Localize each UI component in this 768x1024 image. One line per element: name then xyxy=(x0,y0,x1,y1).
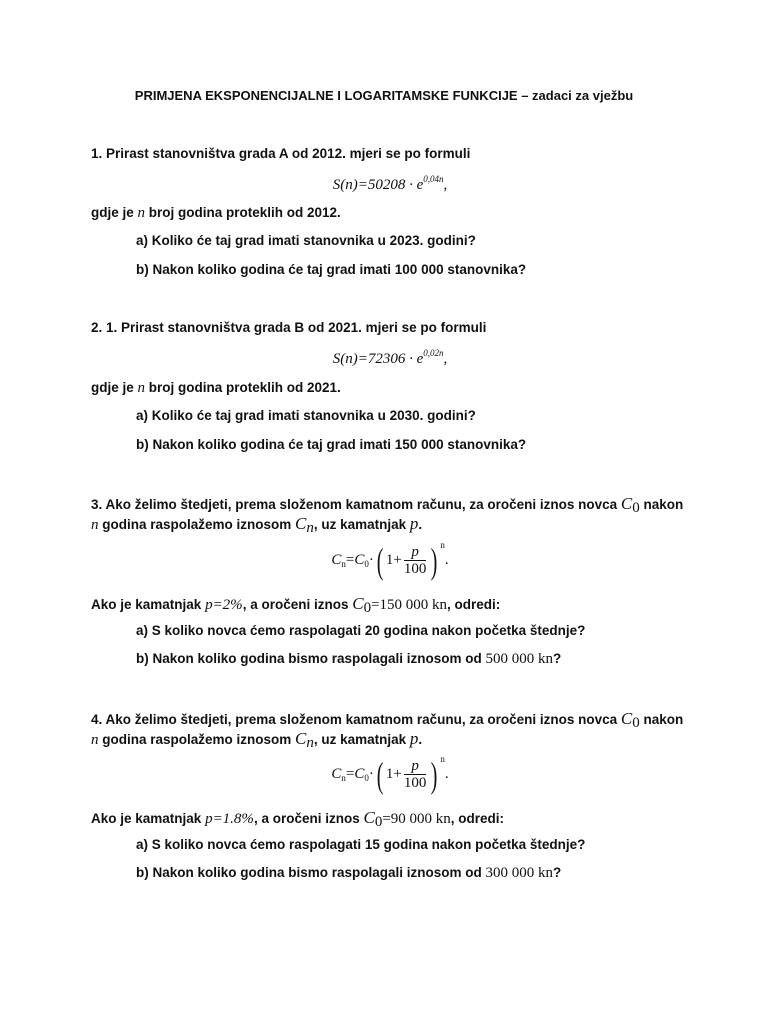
question-text: b) Nakon koliko godina bismo raspolagali iznosom od xyxy=(136,865,486,880)
right-paren: ) xyxy=(431,754,438,795)
formula-c: C xyxy=(331,552,342,568)
problem3-question-a: a) S koliko novca ćemo raspolagati 20 godina nakon početka štednje? xyxy=(136,623,586,638)
problem4-intro-line2 xyxy=(91,729,422,752)
formula-c-subscript: n xyxy=(341,559,346,569)
given-rate: p=2% xyxy=(205,597,243,613)
formula-lhs: S(n)=72306 · e xyxy=(332,351,424,367)
variable-c-subscript: 0 xyxy=(632,500,640,516)
variable-c: C xyxy=(620,709,633,728)
intro-text-end: nakon xyxy=(639,712,684,727)
line2-text: godina raspolažemo iznosom xyxy=(98,732,296,747)
formula-end: . xyxy=(444,552,449,568)
formula-c0-subscript: 0 xyxy=(364,773,369,783)
question-mark: ? xyxy=(553,865,562,880)
left-paren: ( xyxy=(376,540,384,581)
variable-p: p xyxy=(409,729,419,748)
formula-tail: , xyxy=(443,351,448,367)
variable-p: p xyxy=(409,514,419,533)
where-text-end: broj godina proteklih od 2012. xyxy=(145,205,341,220)
where-variable: n xyxy=(137,205,146,221)
variable-c-subscript: 0 xyxy=(632,715,640,731)
variable-cn: C xyxy=(295,514,307,533)
line2-text: godina raspolažemo iznosom xyxy=(98,517,296,532)
question-mark: ? xyxy=(553,651,562,666)
problem1-intro: 1. Prirast stanovništva grada A od 2012. mjeri se po formuli xyxy=(91,146,471,161)
formula-exponent: 0,02n xyxy=(423,348,444,358)
right-paren: ) xyxy=(431,540,438,581)
variable-n: n xyxy=(91,517,99,533)
given-c0-subscript: 0 xyxy=(374,814,383,830)
where-text: gdje je xyxy=(91,380,138,395)
problem2-formula xyxy=(0,348,768,368)
page-title: PRIMJENA EKSPONENCIJALNE I LOGARITAMSKE FUNKCIJE – zadaci za vježbu xyxy=(134,88,634,103)
problem2-question-b: b) Nakon koliko godina će taj grad imati 150 000 stanovnika? xyxy=(136,437,527,452)
problem3-formula xyxy=(0,540,768,579)
formula-dot: · xyxy=(368,552,374,568)
problem3-intro-line2 xyxy=(91,514,422,537)
problem2-where xyxy=(91,380,341,397)
given-text-mid: , a oročeni iznos xyxy=(242,597,353,612)
where-text: gdje je xyxy=(91,205,138,220)
line2-text-mid: , uz kamatnjak xyxy=(313,732,410,747)
given-amount: =90 000 kn xyxy=(382,811,451,827)
intro-text-end: nakon xyxy=(639,497,684,512)
given-text-mid: , a oročeni iznos xyxy=(253,811,364,826)
fraction-numerator: p xyxy=(404,544,427,561)
formula-end: . xyxy=(444,766,449,782)
given-amount: =150 000 kn xyxy=(371,597,448,613)
formula-c0: C xyxy=(354,766,365,782)
line2-text-end: . xyxy=(418,517,423,532)
question-amount: 500 000 kn xyxy=(485,651,554,667)
variable-n: n xyxy=(91,732,99,748)
given-text: Ako je kamatnjak xyxy=(91,811,206,826)
problem2-intro: 2. 1. Prirast stanovništva grada B od 2021. mjeri se po formuli xyxy=(91,320,487,335)
variable-cn: C xyxy=(295,729,307,748)
given-text-end: , odredi: xyxy=(447,597,501,612)
given-text-end: , odredi: xyxy=(450,811,505,826)
line2-text-mid: , uz kamatnjak xyxy=(313,517,410,532)
given-c0: C xyxy=(352,594,364,613)
problem2-question-a: a) Koliko će taj grad imati stanovnika u 2030. godini? xyxy=(136,408,476,423)
formula-dot: · xyxy=(368,766,374,782)
given-text: Ako je kamatnjak xyxy=(91,597,206,612)
formula-tail: , xyxy=(443,177,448,193)
line2-text-end: . xyxy=(418,732,423,747)
variable-c: C xyxy=(620,494,633,513)
intro-text: 3. Ako želimo štedjeti, prema složenom kamatnom računu, za oročeni iznos novca xyxy=(91,497,621,512)
formula-equals: = xyxy=(345,552,355,568)
formula-lhs: S(n)=50208 · e xyxy=(332,177,424,193)
intro-text: 4. Ako želimo štedjeti, prema složenom kamatnom računu, za oročeni iznos novca xyxy=(91,712,621,727)
problem4-formula xyxy=(0,754,768,793)
variable-cn-subscript: n xyxy=(306,735,314,751)
formula-equals: = xyxy=(345,766,355,782)
variable-cn-subscript: n xyxy=(306,520,314,536)
where-text-end: broj godina proteklih od 2021. xyxy=(145,380,341,395)
fraction-denominator: 100 xyxy=(403,561,427,578)
question-text: b) Nakon koliko godina bismo raspolagali iznosom od xyxy=(136,651,486,666)
formula-power: n xyxy=(440,540,445,550)
formula-fraction xyxy=(404,544,427,577)
where-variable: n xyxy=(137,380,146,396)
formula-c-subscript: n xyxy=(341,773,346,783)
problem3-question-b xyxy=(136,651,561,668)
given-c0-subscript: 0 xyxy=(363,600,372,616)
fraction-denominator: 100 xyxy=(403,775,427,792)
problem3-given xyxy=(91,594,500,617)
fraction-numerator: p xyxy=(404,758,427,775)
problem4-given xyxy=(91,808,504,831)
problem1-formula xyxy=(0,174,768,194)
problem1-question-b: b) Nakon koliko godina će taj grad imati 100 000 stanovnika? xyxy=(136,262,527,277)
problem1-question-a: a) Koliko će taj grad imati stanovnika u 2023. godini? xyxy=(136,233,476,248)
formula-c0: C xyxy=(354,552,365,568)
formula-c: C xyxy=(331,766,342,782)
question-amount: 300 000 kn xyxy=(485,865,554,881)
formula-power: n xyxy=(440,754,445,764)
given-rate: p=1.8% xyxy=(205,811,254,827)
formula-c0-subscript: 0 xyxy=(364,559,369,569)
given-c0: C xyxy=(363,808,375,827)
formula-one-plus: 1+ xyxy=(385,766,402,782)
left-paren: ( xyxy=(376,754,384,795)
formula-one-plus: 1+ xyxy=(385,552,402,568)
problem4-question-b xyxy=(136,865,561,882)
problem1-where xyxy=(91,205,341,222)
formula-fraction xyxy=(404,758,427,791)
problem4-question-a: a) S koliko novca ćemo raspolagati 15 godina nakon početka štednje? xyxy=(136,837,586,852)
formula-exponent: 0,04n xyxy=(423,174,444,184)
